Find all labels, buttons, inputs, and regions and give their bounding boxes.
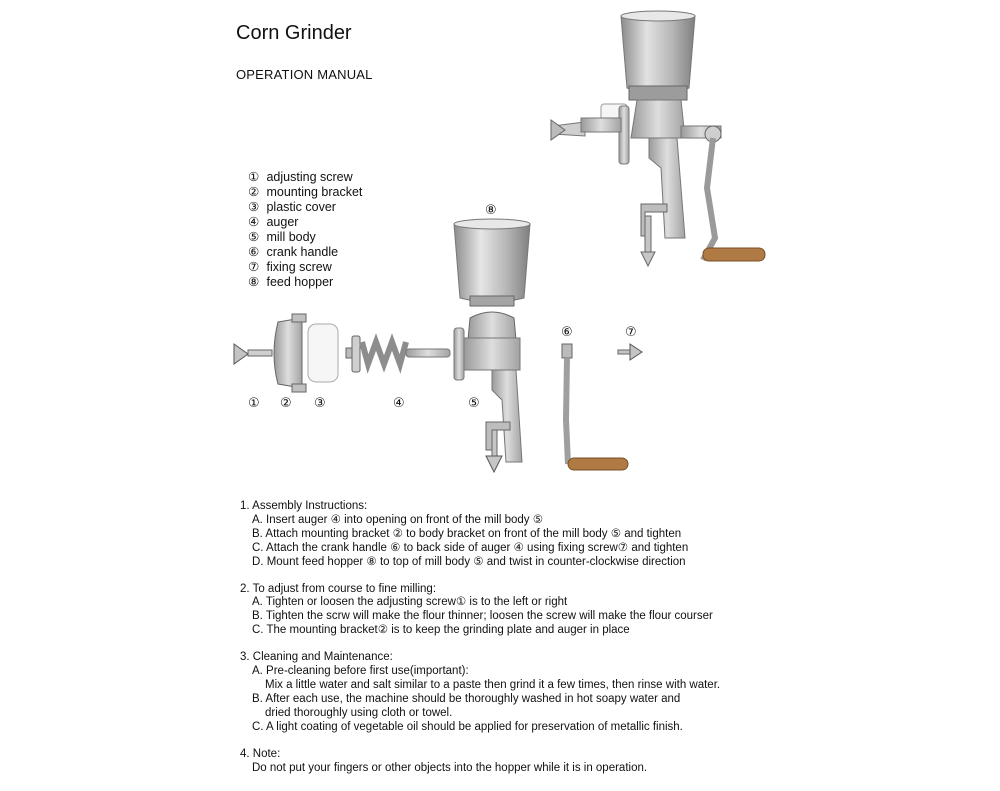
diagram-label-6: ⑥: [561, 324, 573, 339]
instruction-step: A. Insert auger ④ into opening on front of the mill body ⑤: [252, 513, 544, 526]
mounting-bracket-part: [274, 314, 306, 392]
instructions: [240, 500, 800, 788]
instruction-step: C. Attach the crank handle ⑥ to back side of auger ④ using fixing screw⑦ and tighten: [252, 541, 689, 554]
diagram-label-3: ③: [314, 395, 326, 410]
legend-item: ⑧ feed hopper: [248, 275, 334, 289]
adjusting-screw-part: [234, 344, 272, 364]
legend-item: ③ plastic cover: [248, 200, 336, 214]
diagram-label-1: ①: [248, 395, 260, 410]
auger-part: [346, 336, 450, 372]
diagram-label-8: ⑧: [485, 202, 497, 217]
diagram-label-2: ②: [280, 395, 292, 410]
instruction-step: A. Pre-cleaning before first use(important):: [252, 665, 469, 678]
mill-body-part: [454, 312, 522, 472]
plastic-cover-part: [308, 324, 338, 382]
adjustment-section: [240, 583, 800, 639]
note-text: Do not put your fingers or other objects into the hopper while it is in operation.: [252, 761, 648, 774]
legend-item: ⑤ mill body: [248, 230, 316, 244]
section-heading: 2. To adjust from course to fine milling:: [240, 582, 437, 595]
section-heading: 1. Assembly Instructions:: [240, 500, 368, 512]
instruction-step-continued: dried thoroughly using cloth or towel.: [265, 706, 453, 719]
instruction-step: B. Tighten the scrw will make the flour thinner; loosen the screw will make the flour courser: [252, 610, 713, 623]
legend-item: ② mounting bracket: [248, 185, 363, 199]
assembly-section: [240, 500, 800, 570]
instruction-step-continued: Mix a little water and salt similar to a paste then grind it a few times, then rinse with water.: [265, 678, 721, 691]
instruction-step: D. Mount feed hopper ⑧ to top of mill body ⑤ and twist in counter-clockwise direction: [252, 555, 686, 568]
instruction-step: B. Attach mounting bracket ② to body bracket on front of the mill body ⑤ and tighten: [252, 527, 682, 540]
legend-item: ⑥ crank handle: [248, 245, 339, 259]
page-title: Corn Grinder: [236, 22, 352, 44]
page-subtitle: OPERATION MANUAL: [236, 67, 373, 82]
instruction-step: C. The mounting bracket② is to keep the grinding plate and auger in place: [252, 624, 630, 637]
crank-handle-part: [562, 344, 628, 470]
instruction-step: A. Tighten or loosen the adjusting screw① is to the left or right: [252, 596, 568, 609]
fixing-screw-part: [618, 344, 642, 360]
feed-hopper-part: [454, 219, 530, 306]
legend-item: ④ auger: [248, 215, 299, 229]
legend-item: ① adjusting screw: [248, 170, 353, 184]
section-heading: 4. Note:: [240, 747, 281, 760]
note-section: [240, 748, 800, 776]
section-heading: 3. Cleaning and Maintenance:: [240, 651, 393, 664]
diagram-label-7: ⑦: [625, 324, 637, 339]
exploded-parts-diagram: [230, 210, 660, 480]
diagram-label-4: ④: [393, 395, 405, 410]
diagram-label-5: ⑤: [468, 395, 480, 410]
instruction-step: C. A light coating of vegetable oil should be applied for preservation of metallic finish.: [252, 720, 683, 733]
legend-item: ⑦ fixing screw: [248, 260, 332, 274]
maintenance-section: [240, 651, 800, 734]
instruction-step: B. After each use, the machine should be thoroughly washed in hot soapy water and: [252, 692, 681, 705]
